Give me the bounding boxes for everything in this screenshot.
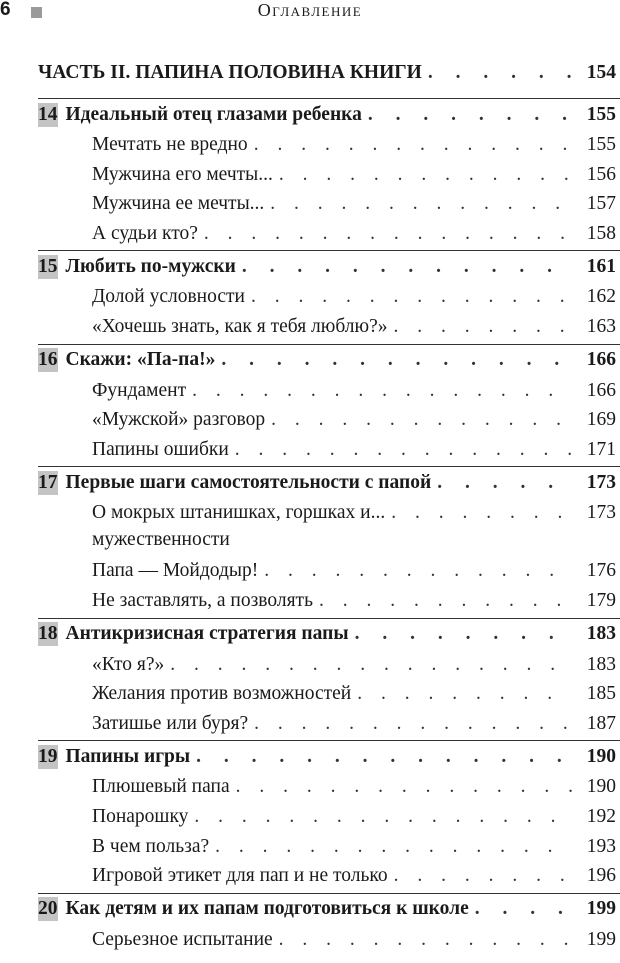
section-title-line2: мужественности <box>92 529 230 551</box>
section-title: Фундамент <box>92 379 187 401</box>
dot-leader <box>437 472 572 494</box>
section-title: Мужчина ее мечты... <box>92 193 265 215</box>
chapter-page: 166 <box>586 349 616 371</box>
dot-leader <box>475 898 572 920</box>
section-title: В чем польза? <box>92 835 210 857</box>
section-page: 192 <box>586 805 616 827</box>
section-page: 162 <box>586 286 616 308</box>
section-title: Плюшевый папа <box>92 776 230 798</box>
dot-leader <box>170 650 572 680</box>
section-page: 179 <box>586 589 616 611</box>
chapter-title: Папины игры <box>65 745 191 767</box>
section-page: 173 <box>586 502 616 524</box>
section-page: 196 <box>586 865 616 887</box>
section-page: 187 <box>586 712 616 734</box>
part-page: 154 <box>586 62 616 83</box>
section-entry[interactable] <box>38 586 620 616</box>
section-entry[interactable] <box>38 376 620 406</box>
section-entry[interactable] <box>38 679 620 709</box>
section-page: 199 <box>586 928 616 950</box>
dot-leader <box>319 586 572 616</box>
chapter-entry[interactable] <box>38 740 620 772</box>
chapter-page: 183 <box>586 623 616 645</box>
section-page: 169 <box>586 409 616 431</box>
section-title: «Хочешь знать, как я тебя люблю?» <box>92 315 388 337</box>
dot-leader <box>279 925 572 955</box>
chapter-number-badge: 16 <box>38 349 58 371</box>
chapter-page: 161 <box>586 255 616 277</box>
running-head-title: Оглавление <box>257 0 363 20</box>
section-entry[interactable] <box>38 925 620 955</box>
section-page: 185 <box>586 683 616 705</box>
section-title: Серьезное испытание <box>92 928 273 950</box>
section-entry[interactable] <box>38 312 620 342</box>
section-entry[interactable] <box>38 282 620 312</box>
section-title: Мужчина его мечты... <box>92 163 273 185</box>
dot-leader <box>264 556 572 586</box>
chapter-list <box>38 98 620 954</box>
dot-leader <box>192 376 572 406</box>
chapter-entry[interactable] <box>38 250 620 282</box>
section-title <box>92 499 385 553</box>
running-head <box>0 0 620 34</box>
chapter-entry[interactable] <box>38 618 620 650</box>
section-title: Мечтать не вредно <box>92 134 248 155</box>
chapter-entry[interactable] <box>38 466 620 498</box>
section-title: Понарошку <box>92 805 189 827</box>
page-number: 6 <box>0 0 11 20</box>
section-entry[interactable] <box>38 498 620 556</box>
dot-leader <box>242 256 572 278</box>
section-page: 193 <box>586 835 616 857</box>
section-entry[interactable] <box>38 189 620 219</box>
section-page: 156 <box>586 163 616 185</box>
section-title-line1: О мокрых штанишках, горшках и... <box>92 502 386 524</box>
section-title: Желания против возможностей <box>92 683 352 705</box>
dot-leader <box>236 772 572 802</box>
section-page: 155 <box>586 134 616 155</box>
chapter-page: 199 <box>586 898 616 920</box>
section-title: Игровой этикет для пап и не только <box>92 865 388 887</box>
chapter-title: Любить по-мужски <box>65 255 236 277</box>
chapter-entry[interactable] <box>38 344 620 376</box>
section-page: 166 <box>586 379 616 401</box>
dot-leader <box>221 349 572 371</box>
section-entry[interactable] <box>38 405 620 435</box>
part-entry[interactable] <box>38 62 620 96</box>
section-page: 158 <box>586 222 616 244</box>
dot-leader <box>428 62 572 84</box>
dot-leader <box>271 405 572 435</box>
dot-leader <box>391 498 572 528</box>
chapter-title: Как детям и их папам подготовиться к школе <box>65 898 469 920</box>
section-title: А судьи кто? <box>92 222 198 244</box>
section-entry[interactable] <box>38 556 620 586</box>
chapter-entry[interactable] <box>38 98 620 130</box>
chapter-number-badge: 14 <box>38 103 58 125</box>
section-entry[interactable] <box>38 435 620 465</box>
dot-leader <box>270 189 572 219</box>
chapter-page: 173 <box>586 471 616 493</box>
section-page: 163 <box>586 315 616 337</box>
section-entry[interactable] <box>38 219 620 249</box>
section-title: Папа — Мойдодыр! <box>92 560 259 582</box>
dot-leader <box>394 861 572 891</box>
section-entry[interactable] <box>38 160 620 190</box>
dot-leader <box>196 746 572 768</box>
table-of-contents <box>38 62 620 954</box>
dot-leader <box>254 709 572 739</box>
dot-leader <box>393 312 572 342</box>
section-entry[interactable] <box>38 130 620 160</box>
section-entry[interactable] <box>38 772 620 802</box>
chapter-page: 190 <box>586 745 616 767</box>
dot-leader <box>204 219 572 249</box>
chapter-number-badge: 15 <box>38 255 58 277</box>
dot-leader <box>355 623 572 645</box>
dot-leader <box>368 104 572 126</box>
section-title: Не заставлять, а позволять <box>92 589 313 611</box>
section-page: 171 <box>586 438 616 460</box>
chapter-page: 155 <box>586 103 616 125</box>
section-title: Затишье или буря? <box>92 712 249 734</box>
section-entry[interactable] <box>38 802 620 832</box>
chapter-entry[interactable] <box>38 893 620 925</box>
section-title: Папины ошибки <box>92 438 229 460</box>
part-title: ЧАСТЬ II. ПАПИНА ПОЛОВИНА КНИГИ <box>38 62 422 83</box>
chapter-title: Скажи: «Па-па!» <box>65 349 216 371</box>
chapter-number-badge: 18 <box>38 623 58 645</box>
section-page: 183 <box>586 653 616 675</box>
chapter-number-badge: 20 <box>38 898 58 920</box>
chapter-title: Первые шаги самостоятельности с папой <box>65 471 432 493</box>
section-page: 176 <box>586 560 616 582</box>
dot-leader <box>254 130 572 160</box>
section-title: «Кто я?» <box>92 653 165 675</box>
chapter-title: Антикризисная стратегия папы <box>65 623 349 645</box>
chapter-number-badge: 19 <box>38 745 58 767</box>
dot-leader <box>357 679 572 709</box>
dot-leader <box>235 435 572 465</box>
section-entry[interactable] <box>38 832 620 862</box>
dot-leader <box>251 282 572 312</box>
dot-leader <box>215 832 572 862</box>
section-page: 157 <box>586 193 616 215</box>
section-title: «Мужской» разговор <box>92 409 266 431</box>
dot-leader <box>279 160 572 190</box>
section-entry[interactable] <box>38 650 620 680</box>
chapter-number-badge: 17 <box>38 471 58 493</box>
section-page: 190 <box>586 776 616 798</box>
section-entry[interactable] <box>38 861 620 891</box>
dot-leader <box>194 802 572 832</box>
section-entry[interactable] <box>38 709 620 739</box>
section-title: Долой условности <box>92 286 245 308</box>
chapter-title: Идеальный отец глазами ребенка <box>65 103 362 125</box>
